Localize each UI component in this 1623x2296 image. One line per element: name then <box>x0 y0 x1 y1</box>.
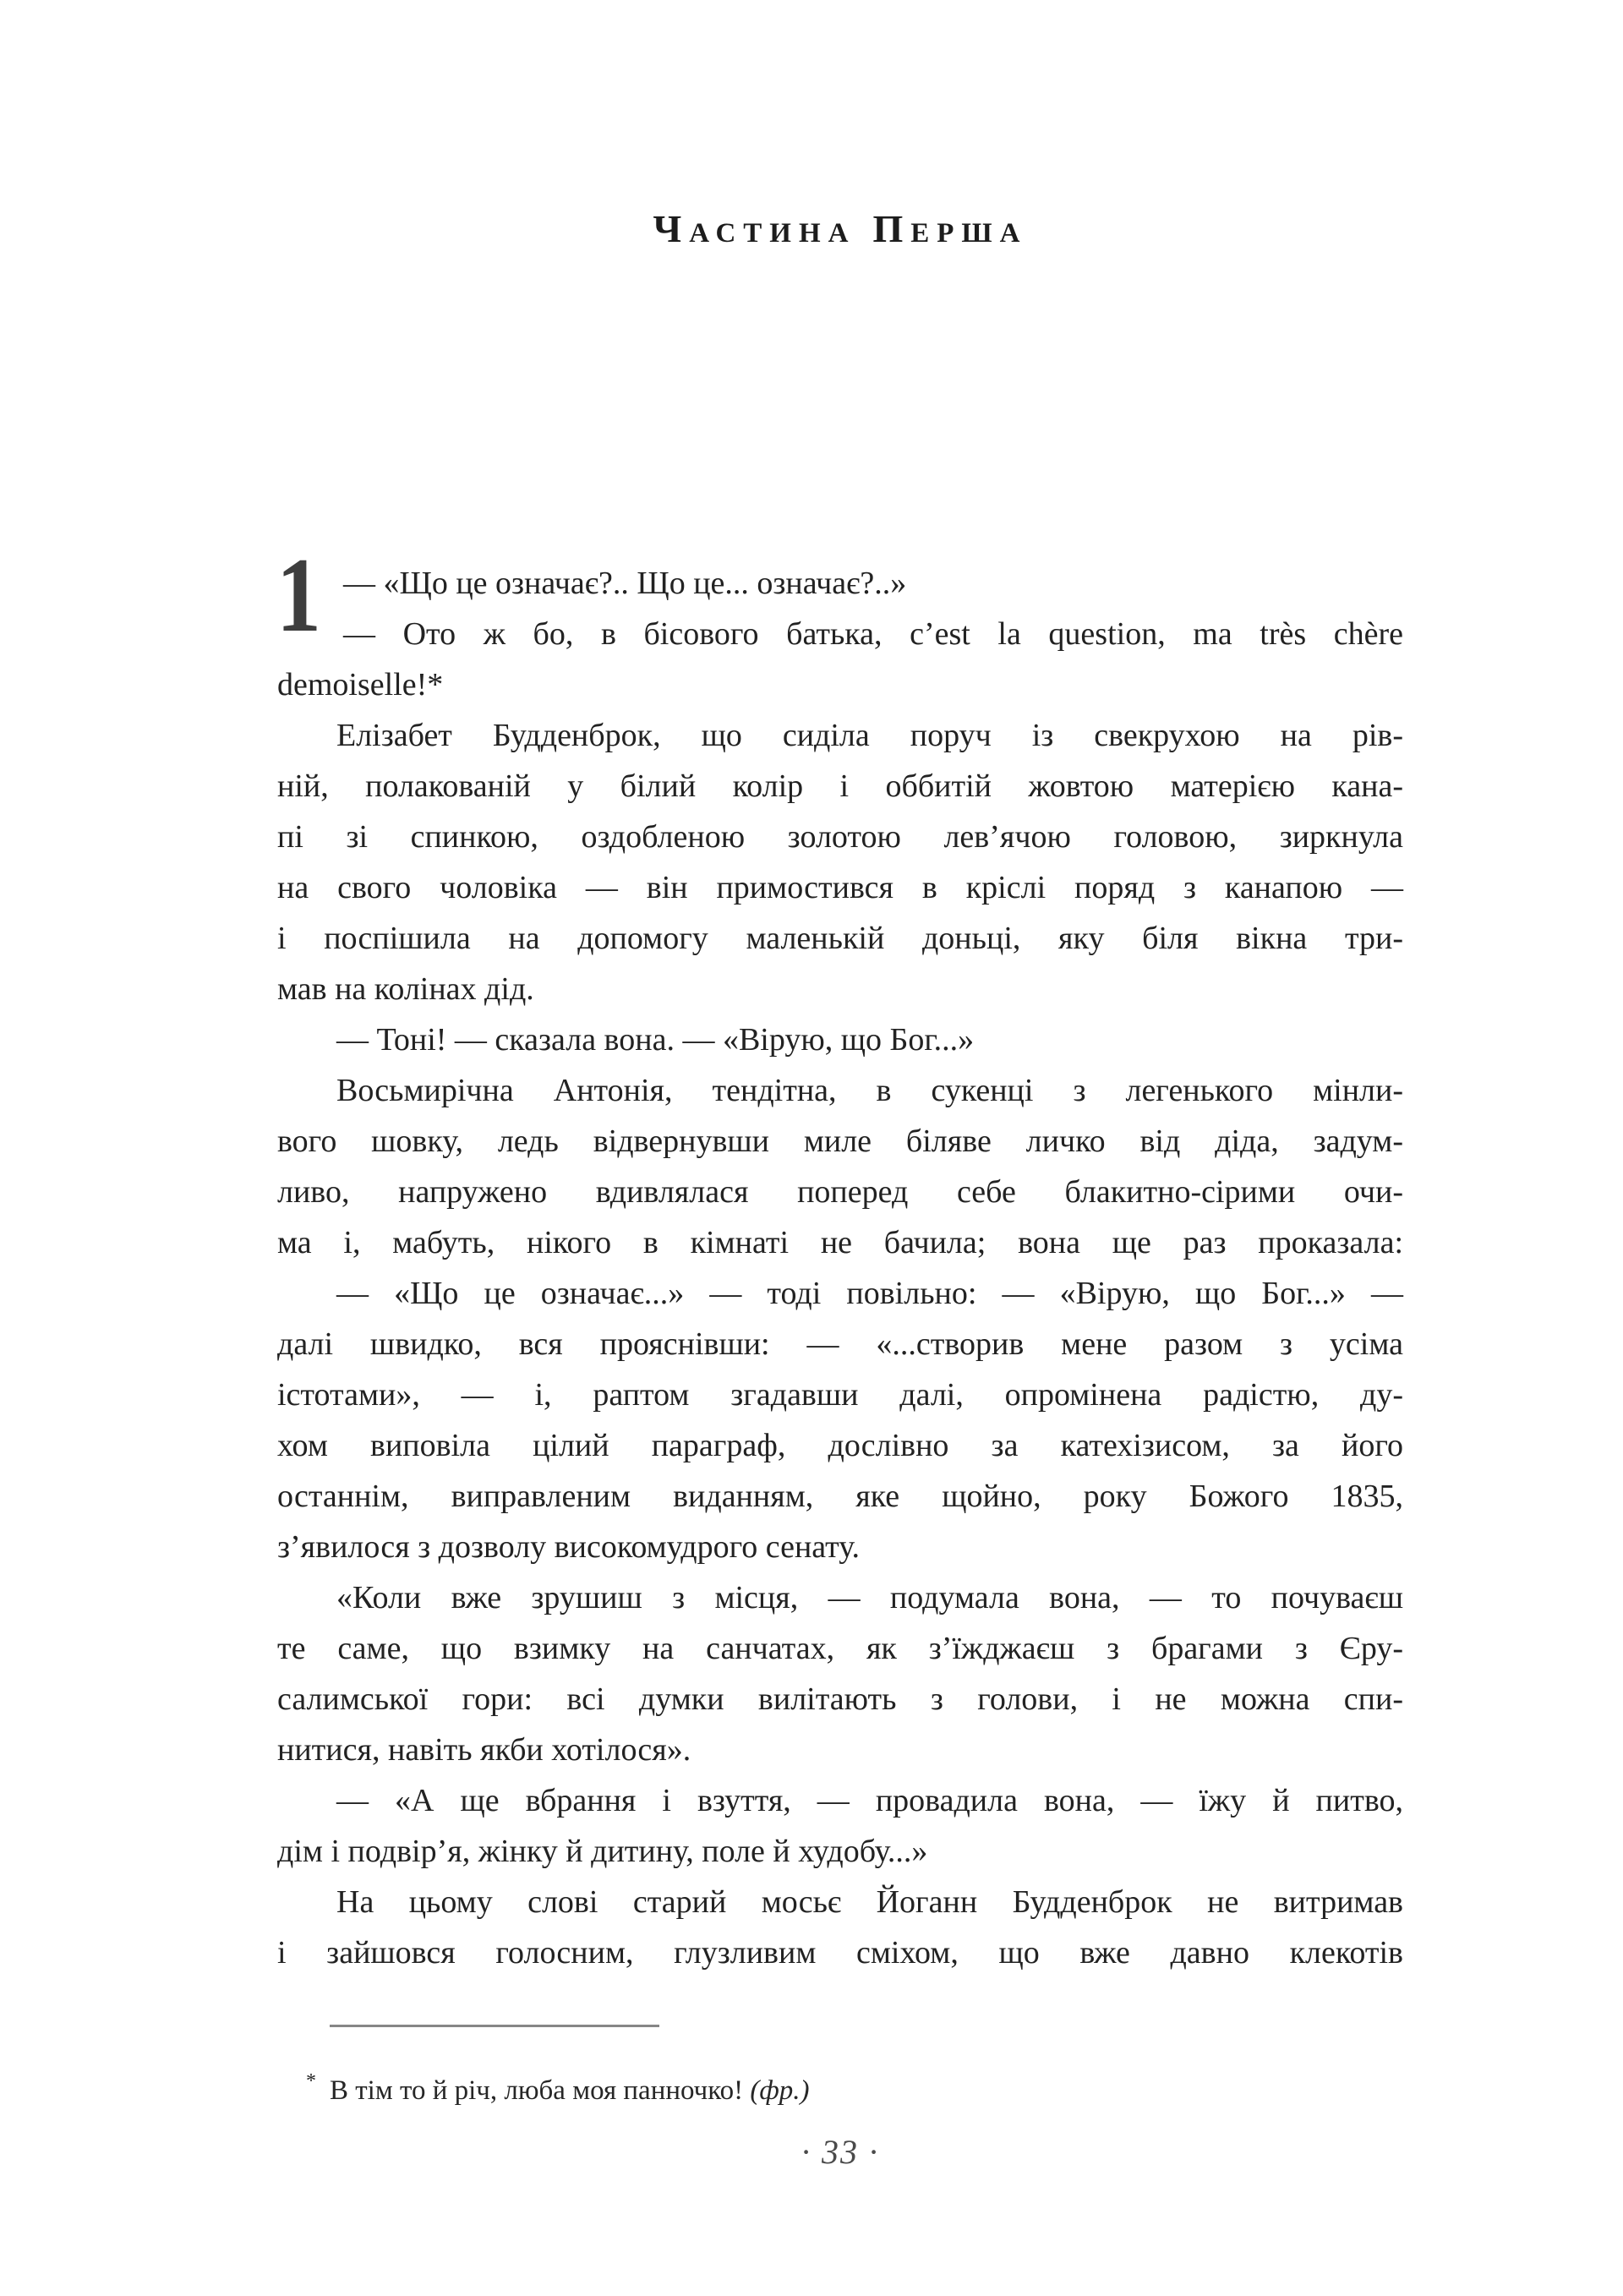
text-line: хом виповіла цілий параграф, дослівно за катехізисом, за його <box>277 1428 1403 1463</box>
text-line: і поспішила на допомогу маленькій доньці, яку біля вікна три- <box>277 921 1403 956</box>
text-line: з’явилося з дозволу високомудрого сенату. <box>277 1529 860 1565</box>
footnote <box>306 2061 810 2111</box>
part-title-word-1: ЧАСТИНА <box>653 207 856 250</box>
text-line: істотами», — і, раптом згадавши далі, опромінена радістю, ду- <box>277 1377 1403 1413</box>
part-title-word-2: ПЕРША <box>872 207 1028 250</box>
text-line: — Тоні! — сказала вона. — «Вірую, що Бог...» <box>336 1022 975 1058</box>
text-line: те саме, що взимку на санчатах, як з’їжджаєш з брагами з Єру- <box>277 1631 1403 1666</box>
footnote-language-note: (фр.) <box>750 2075 810 2106</box>
text-line: вого шовку, ледь відвернувши миле біляве личко від діда, задум- <box>277 1123 1403 1159</box>
text-line: На цьому слові старий мосьє Йоганн Будденброк не витримав <box>336 1884 1403 1920</box>
text-line: demoiselle!* <box>277 667 444 702</box>
text-line: ній, полакованій у білий колір і оббитій жовтою матерією кана- <box>277 768 1403 804</box>
text-line: ма і, мабуть, нікого в кімнаті не бачила; вона ще раз проказала: <box>277 1225 1403 1260</box>
text-line: Восьмирічна Антонія, тендітна, в сукенці з легенького мінли- <box>336 1073 1403 1108</box>
text-line: — «Що це означає?.. Що це... означає?..» <box>343 566 907 601</box>
text-line: дім і подвір’я, жінку й дитину, поле й худобу...» <box>277 1834 928 1869</box>
text-line: на свого чоловіка — він примостився в кріслі поряд з канапою — <box>277 870 1403 905</box>
footnote-marker: * <box>306 2070 316 2092</box>
text-line: «Коли вже зрушиш з місця, — подумала вона, — то почуваєш <box>336 1580 1403 1615</box>
text-line: — «А ще вбрання і взуття, — провадила вона, — їжу й питво, <box>336 1783 1403 1818</box>
text-line: останнім, виправленим виданням, яке щойно, року Божого 1835, <box>277 1479 1403 1514</box>
text-line: ливо, напружено вдивлялася поперед себе блакитно-сірими очи- <box>277 1174 1403 1210</box>
text-line: далі швидко, вся прояснівши: — «...створив мене разом з усіма <box>277 1326 1403 1362</box>
part-title <box>277 208 1403 254</box>
page-number: · 33 · <box>801 2133 879 2171</box>
text-line: мав на колінах дід. <box>277 971 534 1007</box>
text-line: — «Що це означає...» — тоді повільно: — «Вірую, що Бог...» — <box>336 1276 1403 1311</box>
text-line: і зайшовся голосним, глузливим сміхом, що вже давно клекотів <box>277 1935 1403 1971</box>
text-line: Елізабет Будденброк, що сиділа поруч із свекрухою на рів- <box>336 718 1403 753</box>
text-line: салимської гори: всі думки вилітають з голови, і не можна спи- <box>277 1681 1403 1717</box>
footnote-divider <box>330 2025 659 2027</box>
text-line: пі зі спинкою, оздобленою золотою лев’ячою головою, зиркнула <box>277 819 1403 855</box>
text-line: — Ото ж бо, в бісового батька, c’est la question, ma très chère <box>343 616 1403 652</box>
body-text-block <box>277 558 1403 1978</box>
chapter-number-dropcap: 1 <box>276 537 321 654</box>
footnote-text: В тім то й річ, люба моя панночко! <box>330 2075 751 2106</box>
text-line: нитися, навіть якби хотілося». <box>277 1732 691 1768</box>
